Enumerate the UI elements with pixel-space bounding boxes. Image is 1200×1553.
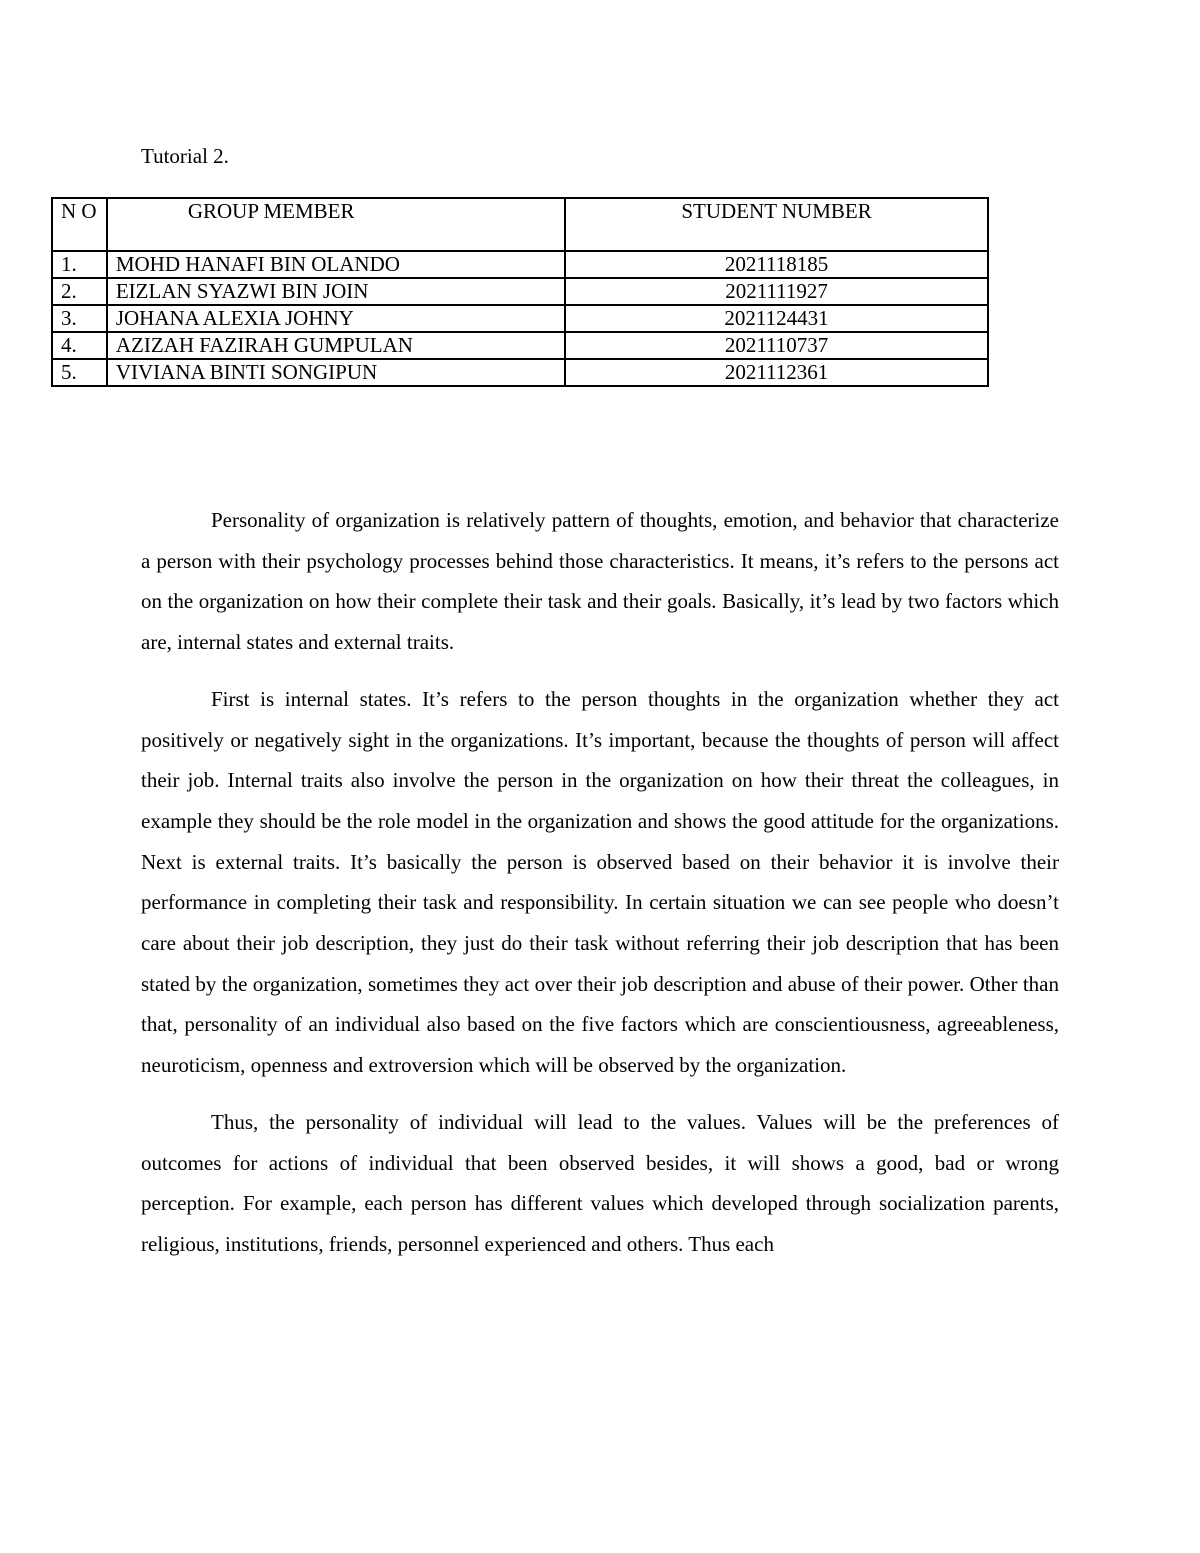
table-row <box>52 305 988 332</box>
table-row <box>52 332 988 359</box>
header-no: N O <box>52 198 107 251</box>
table-row <box>52 359 988 386</box>
document-body <box>141 500 1059 1281</box>
row-member: AZIZAH FAZIRAH GUMPULAN <box>107 332 565 359</box>
row-member: EIZLAN SYAZWI BIN JOIN <box>107 278 565 305</box>
row-no: 5. <box>52 359 107 386</box>
row-no: 3. <box>52 305 107 332</box>
table-row <box>52 251 988 278</box>
row-no: 4. <box>52 332 107 359</box>
row-student-number: 2021118185 <box>565 251 988 278</box>
row-student-number: 2021124431 <box>565 305 988 332</box>
row-no: 2. <box>52 278 107 305</box>
row-student-number: 2021110737 <box>565 332 988 359</box>
header-student-number: STUDENT NUMBER <box>565 198 988 251</box>
group-members-table <box>51 197 989 387</box>
header-group-member: GROUP MEMBER <box>107 198 565 251</box>
table-header-row <box>52 198 988 251</box>
row-student-number: 2021112361 <box>565 359 988 386</box>
row-no: 1. <box>52 251 107 278</box>
row-member: JOHANA ALEXIA JOHNY <box>107 305 565 332</box>
paragraph: Personality of organization is relatively pattern of thoughts, emotion, and behavior that characterize a person with their psychology processes behind those characteristics. It means, it’s refers to the persons act on the organization on how their complete their task and their goals. Basically, it’s lead by two factors which are, internal states and external traits. <box>141 508 1059 655</box>
row-student-number: 2021111927 <box>565 278 988 305</box>
paragraph: First is internal states. It’s refers to the person thoughts in the organization whether they act positively or negatively sight in the organizations. It’s important, because the thoughts of person will affect their job. Internal traits also involve the person in the organization on how their threat the colleagues, in example they should be the role model in the organization and shows the good attitude for the organizations. Next is external traits. It’s basically the person is observed based on their behavior it is involve their performance in completing their task and responsibility. In certain situation we can see people who doesn’t care about their job description, they just do their task without referring their job description that has been stated by the organization, sometimes they act over their job description and abuse of their power. Other than that, personality of an individual also based on the five factors which are conscientiousness, agreeableness, neuroticism, openness and extroversion which will be observed by the organization. <box>141 686 1059 1078</box>
row-member: MOHD HANAFI BIN OLANDO <box>107 251 565 278</box>
row-member: VIVIANA BINTI SONGIPUN <box>107 359 565 386</box>
table-row <box>52 278 988 305</box>
page-title: Tutorial 2. <box>141 144 229 168</box>
paragraph: Thus, the personality of individual will lead to the values. Values will be the preferences of outcomes for actions of individual that been observed besides, it will shows a good, bad or wrong perception. For example, each person has different values which developed through socialization parents, religious, institutions, friends, personnel experienced and others. Thus each <box>141 1109 1059 1256</box>
